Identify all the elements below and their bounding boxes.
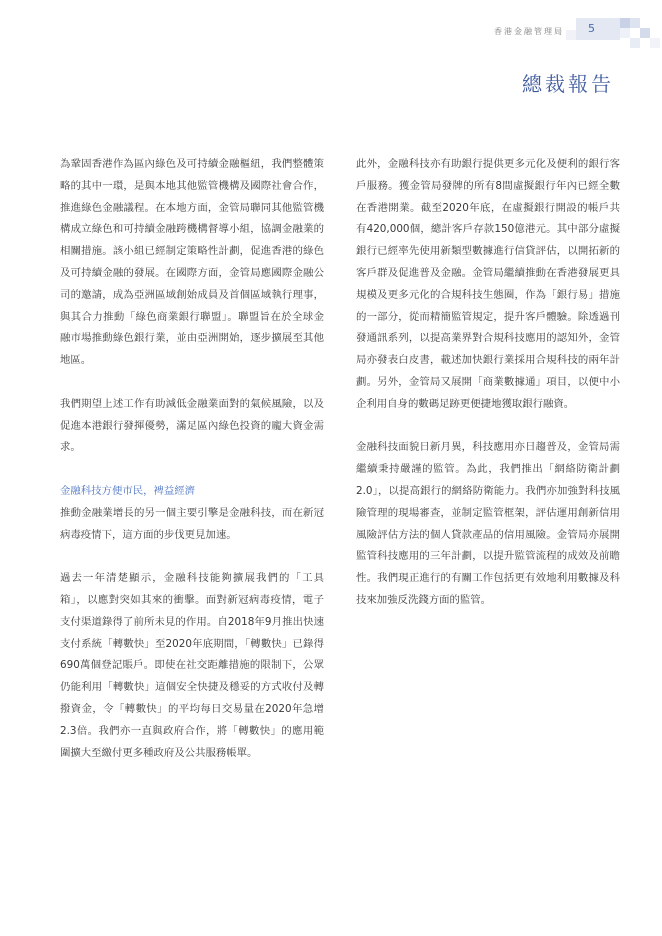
left-paragraph-4: 過去一年清楚顯示，金融科技能夠擴展我們的「工具箱」，以應對突如其來的衝擊。面對新冠病毒疫情，電子支付渠道錄得了前所未見的作用。自2018年9月推出快速支付系統「轉數快」至2020年底期間，「轉數快」已錄得690萬個登記賬戶。即使在社交距離措施的限制下，公眾仍能利用「轉數快」這個安全快捷及穩妥的方式收付及轉撥資金，令「轉數快」的平均每日交易量在2020年急增2.3倍。我們亦一直與政府合作，將「轉數快」的應用範圍擴大至繳付更多種政府及公共服務帳單。: [60, 572, 324, 759]
right-text-column: [356, 154, 620, 634]
left-text-column: [60, 154, 324, 786]
right-paragraph-2: 金融科技面貌日新月異，科技應用亦日趨普及，金管局需繼續秉持嚴謹的監管。為此，我們推出「網絡防衛計劃2.0」，以提高銀行的網絡防衛能力。我們亦加強對科技風險管理的現場審查，並制定監管框架，評估運用創新信用風險評估方法的個人貸款產品的信用風險。金管局亦展開監管科技應用的三年計劃，以提升監管流程的成效及前瞻性。我們現正進行的有關工作包括更有效地利用數據及科技來加強反洗錢方面的監管。: [356, 441, 620, 606]
page-title: 總裁報告: [522, 72, 614, 96]
left-paragraph-3: 推動金融業增長的另一個主要引擎是金融科技，而在新冠病毒疫情下，這方面的步伐更見加速。: [60, 506, 324, 541]
right-paragraph-1: 此外，金融科技亦有助銀行提供更多元化及便利的銀行客戶服務。獲金管局發牌的所有8間虛擬銀行年內已經全數在香港開業。截至2020年底，在虛擬銀行開設的帳戶共有420,000個，總計客戶存款150億港元。其中部分虛擬銀行已經率先使用新類型數據進行信貸評估，以開拓新的客戶群及促進普及金融。金管局繼續推動在香港發展更具規模及更多元化的合規科技生態圈，作為「銀行易」措施的一部分，從而精簡監管規定，提升客戶體驗。除透過刊發通訊系列，以提高業界對合規科技應用的認知外，金管局亦發表白皮書，載述加快銀行業採用合規科技的兩年計劃。另外，金管局又展開「商業數據通」項目，以便中小企利用自身的數碼足跡更便捷地獲取銀行融資。: [356, 158, 620, 410]
header-organization-name: 香港金融管理局: [494, 27, 564, 36]
left-paragraph-1: 為鞏固香港作為區內綠色及可持續金融樞紐，我們整體策略的其中一環，是與本地其他監管機構及國際社會合作，推進綠色金融議程。在本地方面，金管局聯同其他監管機構成立綠色和可持續金融跨機構督導小組，協調金融業的相關措施。該小組已經制定策略性計劃，促進香港的綠色及可持續金融的發展。在國際方面，金管局應國際金融公司的邀請，成為亞洲區域創始成員及首個區域執行理事，與其合力推動「綠色商業銀行聯盟」。聯盟旨在於全球金融市場推動綠色銀行業，並由亞洲開始，逐步擴展至其他地區。: [60, 158, 324, 367]
page-number: 5: [588, 22, 595, 35]
section-subheading: 金融科技方便市民，裨益經濟: [60, 484, 196, 497]
left-paragraph-2: 我們期望上述工作有助減低金融業面對的氣候風險，以及促進本港銀行發揮優勢，滿足區內綠色投資的龐大資金需求。: [60, 397, 324, 454]
page-number-box: [576, 18, 620, 40]
